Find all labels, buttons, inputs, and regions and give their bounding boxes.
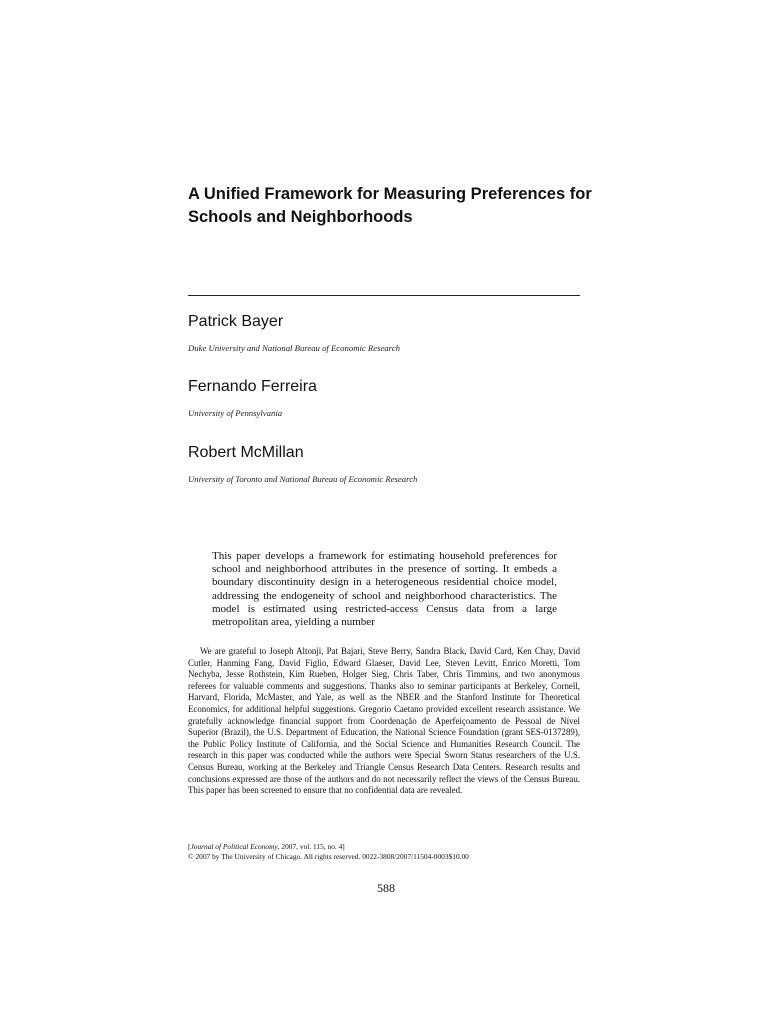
bracket: [ [188,842,191,851]
author-affiliation: Duke University and National Bureau of Economic Research [188,343,400,353]
author-name: Patrick Bayer [188,313,284,330]
journal-reference [188,842,580,852]
copyright-notice: © 2007 by The University of Chicago. All rights reserved. 0022-3808/2007/11504-0003$10.00 [188,852,469,861]
title-divider [188,295,580,296]
author-name: Robert McMillan [188,444,304,461]
acknowledgment-footnote: We are grateful to Joseph Altonji, Pat Bajari, Steve Berry, Sandra Black, David Card, Ken Chay, David Cutler, Hanming Fang, David Figlio, Edward Glaeser, David Lee, Steven Levitt, Enrico Moretti, Tom Nechyba, Jesse Rothstein, Kim Rueben, Holger Sieg, Chris Taber, Chris Timmins, and two anonymous referees for valuable comments and suggestions. Thanks also to seminar participants at Berkeley, Cornell, Harvard, Florida, McMaster, and Yale, as well as the NBER and the Stanford Institute for Theoretical Economics, for additional helpful suggestions. Gregorio Caetano provided excellent research assistance. We gratefully acknowledge financial support from Coordenação de Aperfeiçoamento de Pessoal de Nível Superior (Brazil), the U.S. Department of Education, the National Science Foundation (grant SES-0137289), the Public Policy Institute of California, and the Social Science and Humanities Research Council. The research in this paper was conducted while the authors were Special Sworn Status researchers of the U.S. Census Bureau, working at the Berkeley and Triangle Census Research Data Centers. Research results and conclusions expressed are those of the authors and do not necessarily reflect the views of the Census Bureau. This paper has been screened to ensure that no confidential data are revealed. [188,646,580,796]
journal-name: Journal of Political Economy [190,842,278,851]
page-number: 588 [377,881,395,895]
author-affiliation: University of Pennsylvania [188,408,283,418]
journal-citation [188,842,580,862]
paper-title: A Unified Framework for Measuring Preferences for Schools and Neighborhoods [188,185,592,226]
author-name: Fernando Ferreira [188,378,317,395]
journal-details: , 2007, vol. 115, no. 4] [277,842,345,851]
author-affiliation: University of Toronto and National Bureau of Economic Research [188,474,418,484]
abstract: This paper develops a framework for estimating household preferences for school and neighborhood attributes in the presence of sorting. It embeds a boundary discontinuity design in a heterogeneous residential choice model, addressing the endogeneity of school and neighborhood characteristics. The model is estimated using restricted-access Census data from a large metropolitan area, yielding a number [212,550,557,629]
